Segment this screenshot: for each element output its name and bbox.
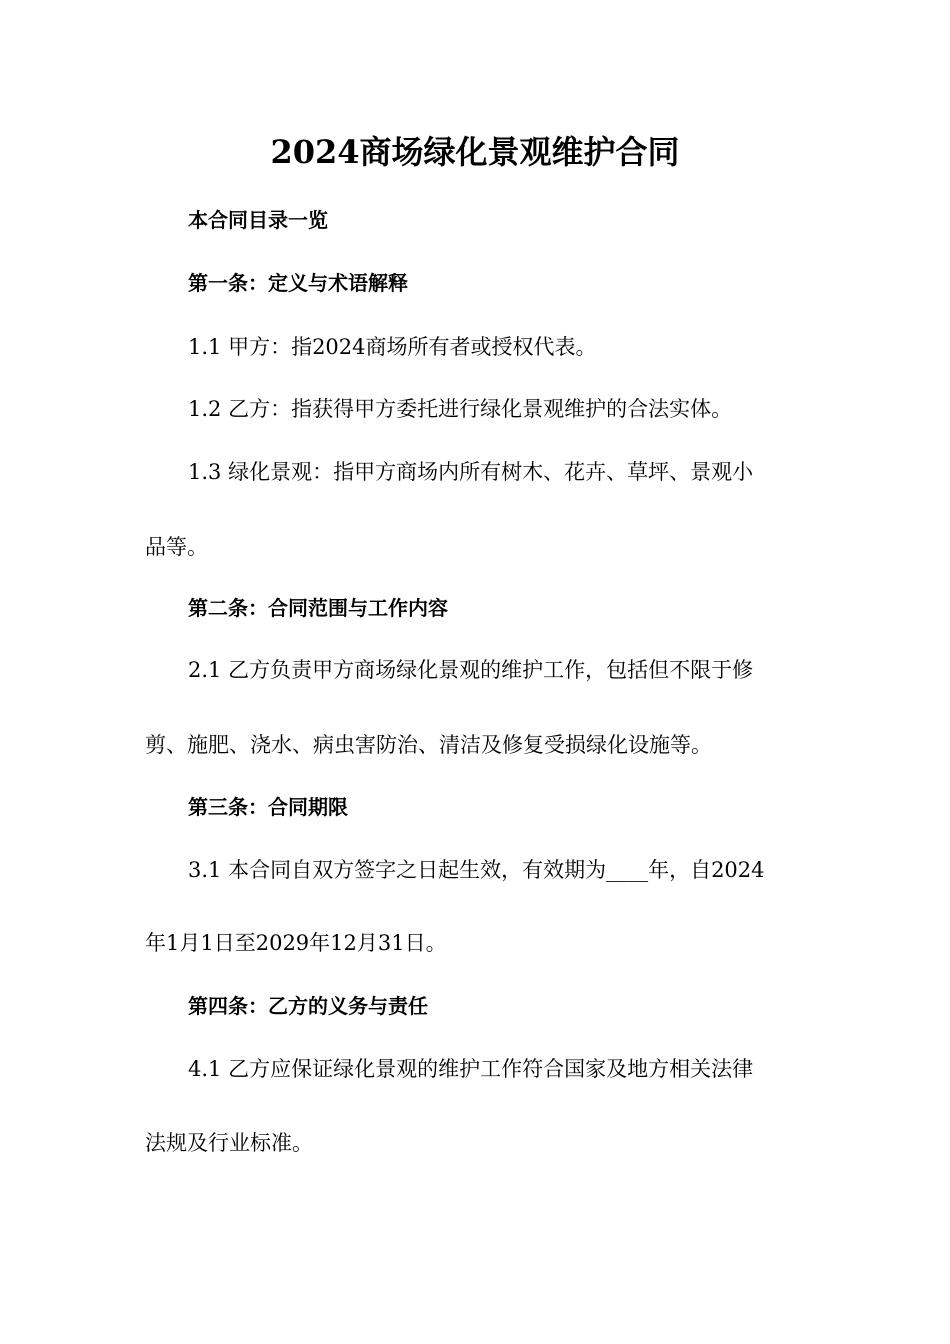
section-heading-2: 第二条：合同范围与工作内容 [188, 596, 448, 620]
clause-3-1: 3.1 本合同自双方签字之日起生效，有效期为____年，自2024 [188, 858, 765, 882]
section-heading-1: 第一条：定义与术语解释 [188, 271, 408, 295]
document-title: 2024商场绿化景观维护合同 [270, 133, 680, 171]
clause-4-1: 4.1 乙方应保证绿化景观的维护工作符合国家及地方相关法律 [188, 1057, 754, 1081]
clause-3-1-continuation: 年1月1日至2029年12月31日。 [145, 931, 447, 955]
section-heading-4: 第四条：乙方的义务与责任 [188, 994, 428, 1018]
clause-2-1-continuation: 剪、施肥、浇水、病虫害防治、清洁及修复受损绿化设施等。 [145, 733, 712, 757]
clause-1-2: 1.2 乙方：指获得甲方委托进行绿化景观维护的合法实体。 [188, 397, 733, 421]
clause-2-1: 2.1 乙方负责甲方商场绿化景观的维护工作，包括但不限于修 [188, 658, 754, 682]
clause-4-1-continuation: 法规及行业标准。 [145, 1131, 313, 1155]
section-heading-3: 第三条：合同期限 [188, 795, 348, 819]
toc-heading: 本合同目录一览 [188, 208, 328, 232]
clause-1-3: 1.3 绿化景观：指甲方商场内所有树木、花卉、草坪、景观小 [188, 460, 754, 484]
clause-1-1: 1.1 甲方：指2024商场所有者或授权代表。 [188, 335, 597, 359]
clause-1-3-continuation: 品等。 [145, 535, 208, 559]
